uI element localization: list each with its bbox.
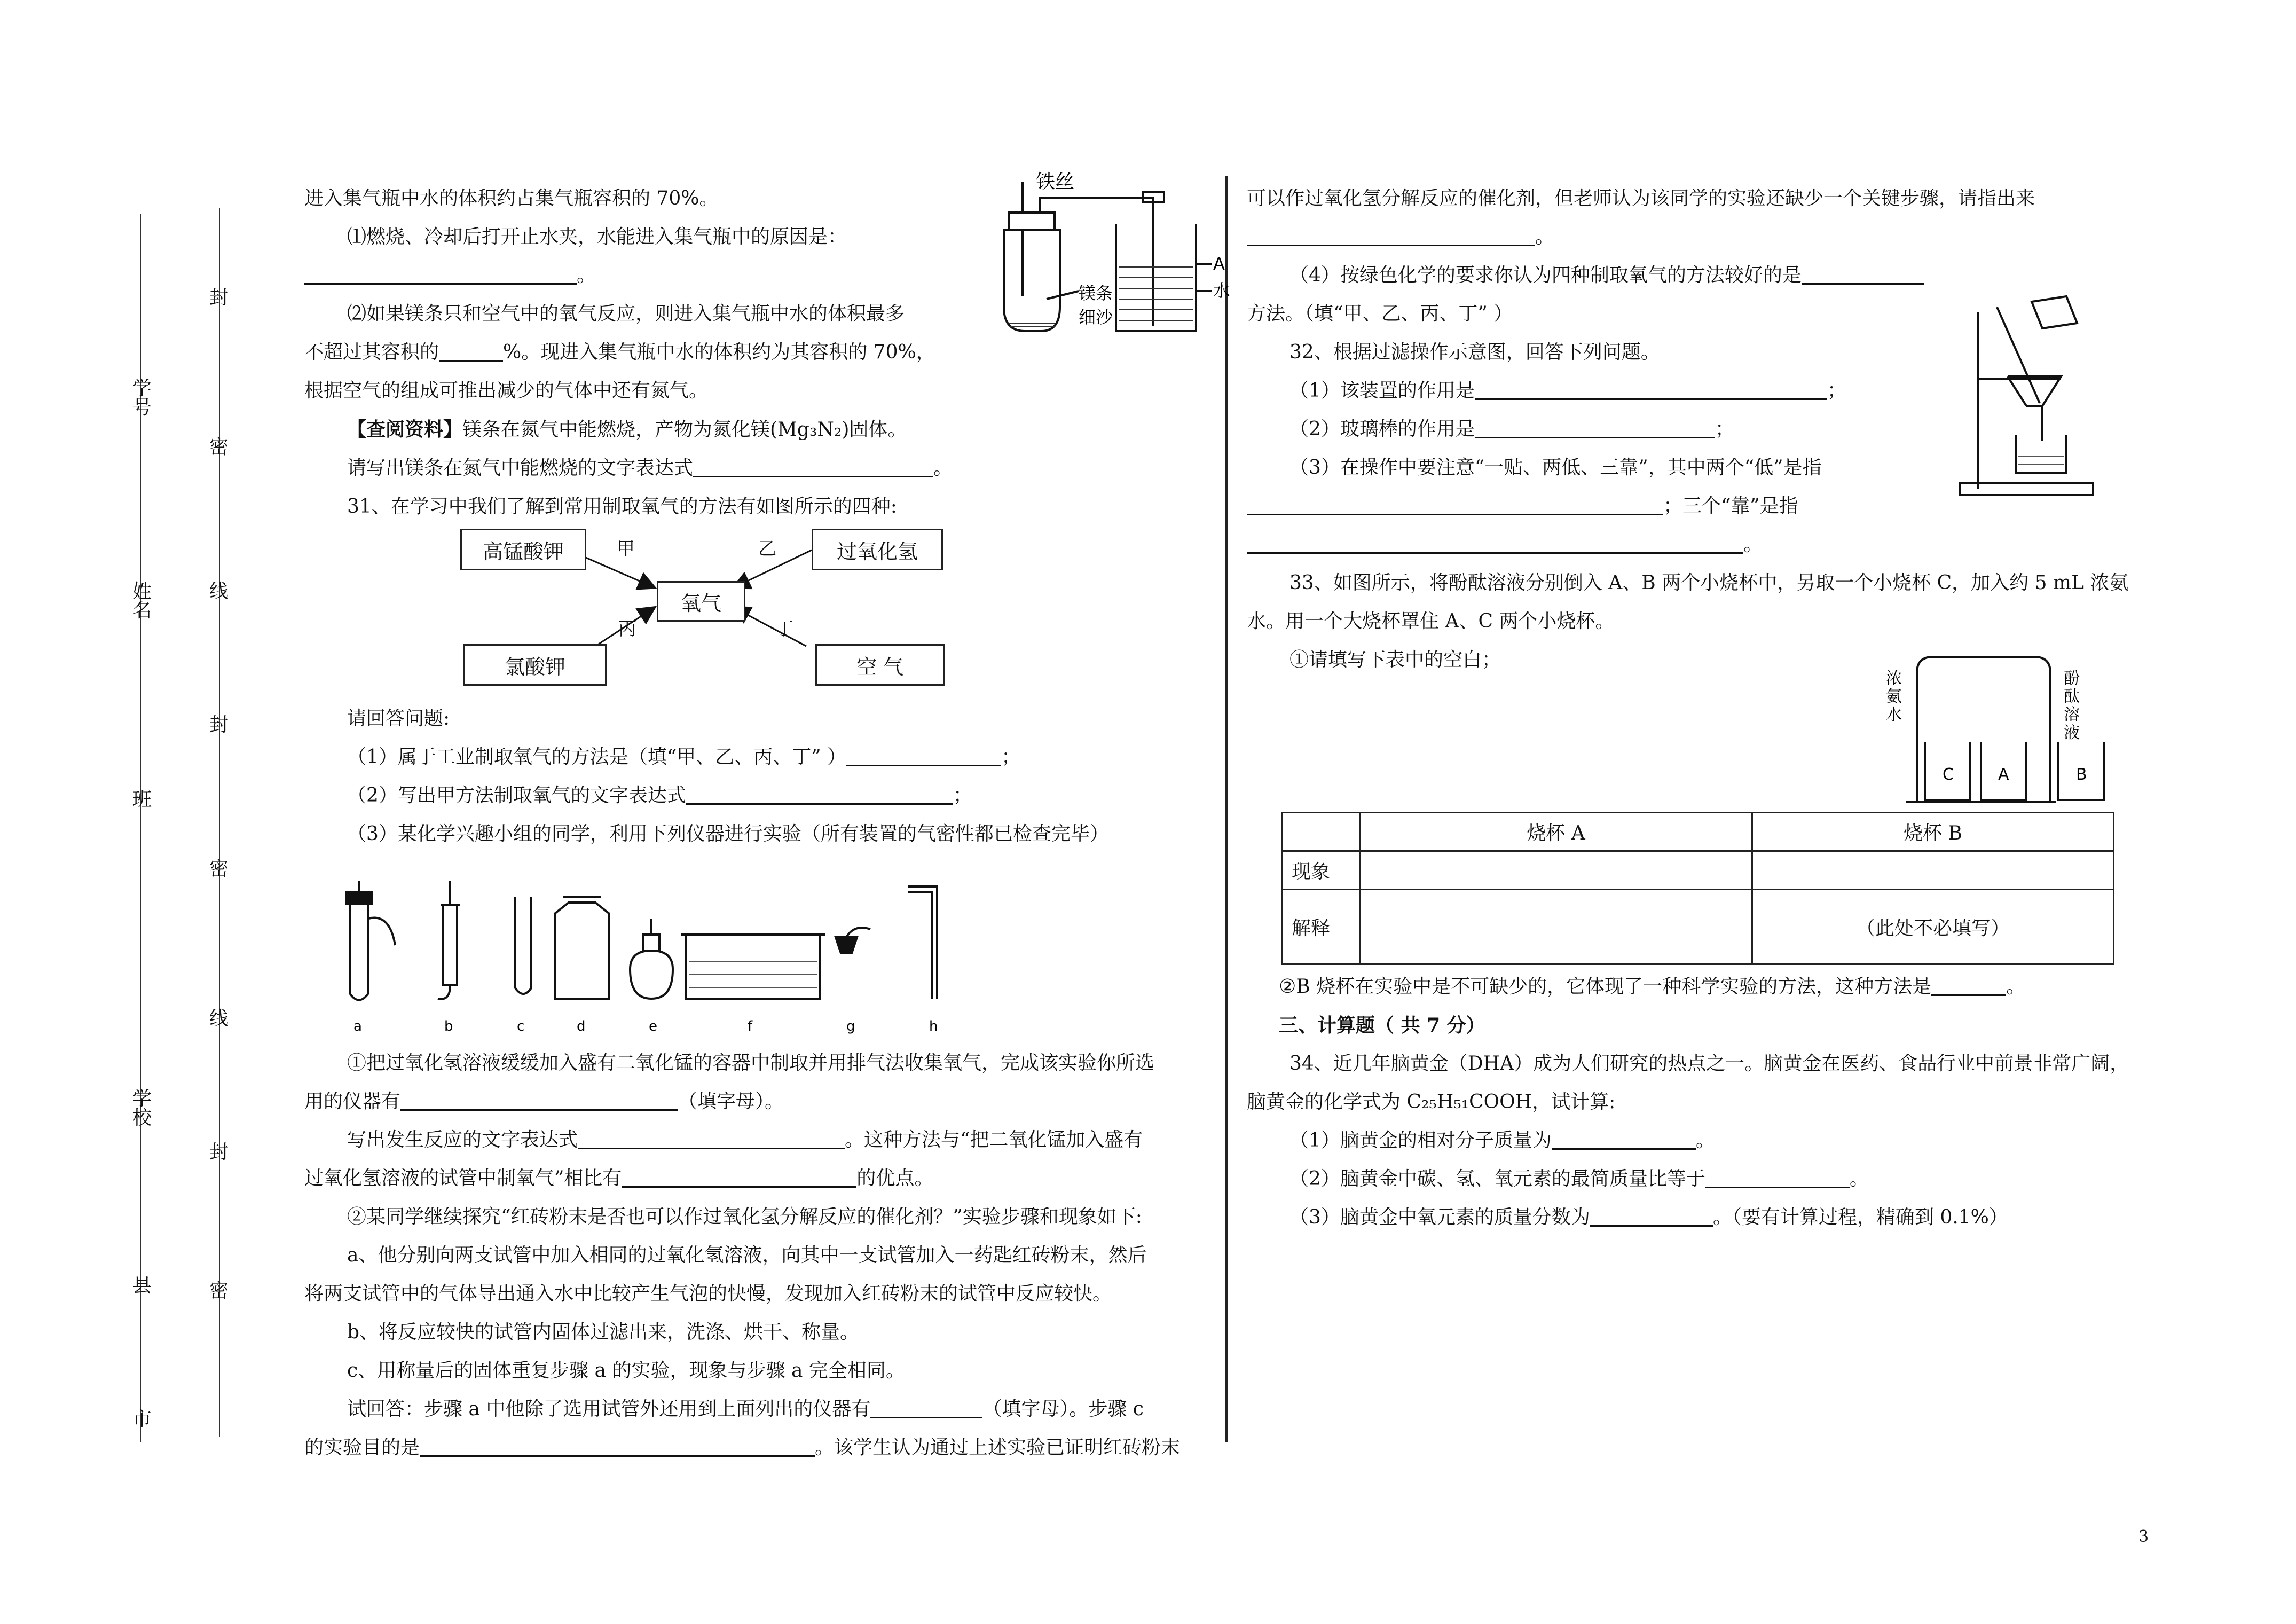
- answer-blank[interactable]: [1247, 492, 1663, 515]
- answer-blank[interactable]: [1931, 973, 2006, 996]
- page-number: 3: [2138, 1527, 2149, 1546]
- margin-line-2: [219, 208, 220, 1437]
- seal-char: 封: [209, 1141, 229, 1163]
- label-beaker-c: C: [1943, 765, 1954, 784]
- ref-tag: 【查阅资料】: [347, 418, 463, 441]
- box-kmno4: 高锰酸钾: [460, 529, 586, 570]
- combustion-apparatus-figure: [972, 171, 1231, 347]
- text-line: 方法。（填“甲、乙、丙、丁” ）: [1247, 303, 1513, 325]
- apparatus-label-d: d: [577, 1018, 586, 1034]
- text-line: ①请填写下表中的空白；: [1289, 649, 1501, 671]
- text-line: 水。用一个大烧杯罩住 A、C 两个小烧杯。: [1247, 610, 1615, 632]
- side-label-id: 学号: [132, 378, 152, 419]
- table-cell[interactable]: [1360, 890, 1752, 964]
- side-label-city: 市: [132, 1408, 152, 1430]
- box-kclo3: 氯酸钾: [463, 644, 607, 686]
- box-h2o2: 过氧化氢: [812, 529, 943, 570]
- answer-blank[interactable]: [1705, 1165, 1850, 1188]
- ammonia-experiment-figure: [1880, 652, 2114, 806]
- label-beaker-a: A: [1998, 765, 2009, 784]
- fig-a-label: A: [1213, 254, 1225, 274]
- apparatus-label-c: c: [517, 1018, 525, 1034]
- question-32: 32、根据过滤操作示意图，回答下列问题。: [1289, 341, 1660, 363]
- label-phenol: 酚酞溶液: [2064, 669, 2080, 742]
- right-column-bottom: ②B 烧杯在实验中是不可缺少的，它体现了一种科学实验的方法，这种方法是 。 三、计算题（ 共 7 分）: [1279, 968, 2133, 1045]
- question-33: 33、如图所示，将酚酞溶液分别倒入 A、B 两个小烧杯中，另取一个小烧杯 C，加入约 5 mL 浓氨: [1289, 572, 2129, 594]
- side-label-name: 姓名: [132, 580, 152, 622]
- question-34: 34、近几年脑黄金（DHA）成为人们研究的热点之一。脑黄金在医药、食品行业中前景非常广阔，: [1289, 1053, 2129, 1074]
- table-cell-note: （此处不必填写）: [1752, 890, 2114, 964]
- apparatus-label-g: g: [846, 1018, 855, 1034]
- fig-mg-label: 镁条: [1079, 283, 1113, 303]
- apparatus-label-b: b: [444, 1018, 453, 1034]
- answer-blank[interactable]: [686, 782, 953, 805]
- answer-blank[interactable]: [870, 1395, 982, 1418]
- question-1: ⑴燃烧、冷却后打开止水夹，水能进入集气瓶中的原因是：: [347, 226, 847, 248]
- answer-blank[interactable]: [846, 743, 1001, 766]
- label-ding: 丁: [775, 618, 793, 640]
- table-cell[interactable]: [1752, 851, 2114, 890]
- answer-blank[interactable]: [439, 339, 503, 362]
- right-column-q34: 34、近几年脑黄金（DHA）成为人们研究的热点之一。脑黄金在医药、食品行业中前景非常广阔， 脑黄金的化学式为 C₂₅H₅₁COOH，试计算: （1）脑黄金的相对分子质量为 。 （2）脑黄金中碳、氢、氧元素的最简质量比等于 。 （3）脑黄金中氧元素的质量分数为 。（要有计算过程，精确到 0.1%）: [1247, 1045, 2155, 1237]
- text-line: （3）某化学兴趣小组的同学，利用下列仪器进行实验（所有装置的气密性都已检查完毕）: [347, 823, 1109, 845]
- side-label-county: 县: [132, 1275, 152, 1297]
- seal-char: 密: [209, 436, 229, 458]
- answer-blank[interactable]: [693, 454, 933, 477]
- seal-char: 线: [209, 580, 229, 602]
- apparatus-label-h: h: [929, 1018, 938, 1034]
- apparatus-label-e: e: [649, 1018, 657, 1034]
- apparatus-label-f: f: [748, 1018, 753, 1034]
- answer-blank[interactable]: [400, 1088, 678, 1111]
- table-header-b: 烧杯 B: [1752, 813, 2114, 851]
- table-row-explanation: 解释: [1283, 890, 1360, 964]
- column-divider: [1225, 176, 1228, 1442]
- text-line: 可以作过氧化氢分解反应的催化剂，但老师认为该同学的实验还缺少一个关键步骤，请指出来: [1247, 187, 2035, 209]
- answer-blank[interactable]: [1475, 377, 1827, 400]
- label-ammonia: 浓氨水: [1886, 669, 1902, 724]
- question-31: 31、在学习中我们了解到常用制取氧气的方法有如图所示的四种:: [347, 496, 897, 517]
- filtration-figure: [1954, 291, 2125, 499]
- answer-blank[interactable]: [622, 1165, 856, 1188]
- answer-blank[interactable]: [420, 1434, 815, 1457]
- side-label-school: 学校: [132, 1088, 152, 1129]
- side-label-class: 班: [132, 789, 152, 811]
- box-air: 空 气: [815, 644, 945, 686]
- answer-blank[interactable]: [1247, 223, 1535, 246]
- seal-char: 密: [209, 1280, 229, 1302]
- right-column: 可以作过氧化氢分解反应的催化剂，但老师认为该同学的实验还缺少一个关键步骤，请指出来 。 （4）按绿色化学的要求你认为四种制取氧气的方法较好的是 方法。（填“甲、乙、丙、丁” ） 32、根据过滤操作示意图，回答下列问题。 （1）该装置的作用是 ； （2）玻璃棒的作用是 ； （3）在操作中要注意“一贴、两低、三靠”，其中两个“低”是指 ；三个“靠”是指 。 33、如图所示，将酚酞溶液分别倒入 A、B 两个小烧杯中，另取一个小烧杯 C，加入约 5 mL 浓氨 水。用一个大烧杯罩住 A、C 两个小烧杯。 ①请填写下表中的空白；: [1247, 179, 2155, 679]
- answer-blank[interactable]: [578, 1126, 845, 1149]
- apparatus-figure: [331, 876, 972, 1036]
- text-line: 脑黄金的化学式为 C₂₅H₅₁COOH，试计算:: [1247, 1091, 1616, 1113]
- left-column-bottom: ①把过氧化氢溶液缓缓加入盛有二氧化锰的容器中制取并用排气法收集氧气，完成该实验你所选 用的仪器有 （填字母）。 写出发生反应的文字表达式 。这种方法与“把二氧化锰加入盛有 过氧化氢溶液的试管中制氧气”相比有 的优点。 ②某同学继续探究“红砖粉末是否也可以作过氧化氢分解反应的催化剂？”实验步骤和现象如下: a、他分别向两支试管中加入相同的过氧化氢溶液，向其中一支试管加入一药匙红砖粉末，然后 将两支试管中的气体导出通入水中比较产生气泡的快慢，发现加入红砖粉末的试管中反应较快。 b、将反应较快的试管内固体过滤出来，洗涤、烘干、称量。 c、用称量后的固体重复步骤 a 的实验，现象与步骤 a 完全相同。 试回答：步骤 a 中他除了选用试管外还用到上面列出的仪器有 （填字母）。步骤 c 的实验目的是 。该学生认为通过上述实验已证明红砖粉末: [304, 1044, 1223, 1467]
- label-jia: 甲: [617, 538, 635, 560]
- step-c: c、用称量后的固体重复步骤 a 的实验，现象与步骤 a 完全相同。: [347, 1360, 905, 1382]
- fig-sand-label: 细沙: [1079, 307, 1113, 327]
- text-line: 根据空气的组成可推出减少的气体中还有氮气。: [304, 380, 709, 402]
- step-a: a、他分别向两支试管中加入相同的过氧化氢溶液，向其中一支试管加入一药匙红砖粉末，然后: [347, 1244, 1147, 1266]
- section-3-title: 三、计算题（ 共 7 分）: [1279, 1014, 1485, 1037]
- left-column-answers: 请回答问题: （1）属于工业制取氧气的方法是（填“甲、乙、丙、丁” ） ； （2）写出甲方法制取氧气的文字表达式 ； （3）某化学兴趣小组的同学，利用下列仪器进行实验（所有装置的气密性都已检查完毕）: [304, 700, 1212, 853]
- fig-water-label: 水: [1213, 280, 1231, 301]
- text-line: （3）在操作中要注意“一贴、两低、三靠”，其中两个“低”是指: [1289, 457, 1822, 478]
- answer-blank[interactable]: [1802, 262, 1924, 285]
- question-2: ⑵如果镁条只和空气中的氧气反应，则进入集气瓶中水的体积最多: [347, 303, 905, 325]
- answer-blank[interactable]: [1552, 1127, 1696, 1150]
- fig-wire-label: 铁丝: [1036, 171, 1075, 193]
- label-beaker-b: B: [2076, 765, 2087, 784]
- answer-blank[interactable]: [1590, 1204, 1713, 1227]
- step-2: ②某同学继续探究“红砖粉末是否也可以作过氧化氢分解反应的催化剂？”实验步骤和现象如下:: [347, 1206, 1142, 1228]
- label-yi: 乙: [758, 538, 776, 560]
- seal-char: 封: [209, 714, 229, 736]
- answer-blank[interactable]: [1475, 415, 1715, 438]
- table-row-phenomenon: 现象: [1283, 851, 1360, 890]
- table-corner: [1283, 813, 1360, 851]
- text-line: 将两支试管中的气体导出通入水中比较产生气泡的快慢，发现加入红砖粉末的试管中反应较快。: [304, 1283, 1112, 1305]
- answer-prompt: 请回答问题:: [347, 708, 450, 729]
- box-oxygen: 氧气: [657, 581, 745, 622]
- seal-char: 密: [209, 858, 229, 880]
- table-cell[interactable]: [1360, 851, 1752, 890]
- apparatus-label-a: a: [353, 1018, 362, 1034]
- step-b: b、将反应较快的试管内固体过滤出来，洗涤、烘干、称量。: [347, 1321, 860, 1343]
- table-header-a: 烧杯 A: [1360, 813, 1752, 851]
- experiment-table: [1281, 812, 2114, 965]
- answer-blank[interactable]: [304, 262, 577, 285]
- seal-char: 线: [209, 1008, 229, 1030]
- text-line: 进入集气瓶中水的体积约占集气瓶容积的 70%。: [304, 187, 719, 209]
- left-column: 进入集气瓶中水的体积约占集气瓶容积的 70%。 ⑴燃烧、冷却后打开止水夹，水能进入集气瓶中的原因是： 。 ⑵如果镁条只和空气中的氧气反应，则进入集气瓶中水的体积最多 不超过其容积的 %。现进入集气瓶中水的体积约为其容积的 70%， 根据空气的组成可推出减少的气体中还有氮气。 【查阅资料】镁条在氮气中能燃烧，产物为氮化镁(Mg₃N₂)固体。 请写出镁条在氮气中能燃烧的文字表达式 。 31、在学习中我们了解到常用制取氧气的方法有如图所示的四种:: [304, 179, 1212, 526]
- answer-blank[interactable]: [1247, 531, 1743, 554]
- step-1: ①把过氧化氢溶液缓缓加入盛有二氧化锰的容器中制取并用排气法收集氧气，完成该实验你所选: [347, 1052, 1155, 1074]
- label-bing: 丙: [618, 618, 636, 640]
- seal-char: 封: [209, 287, 229, 309]
